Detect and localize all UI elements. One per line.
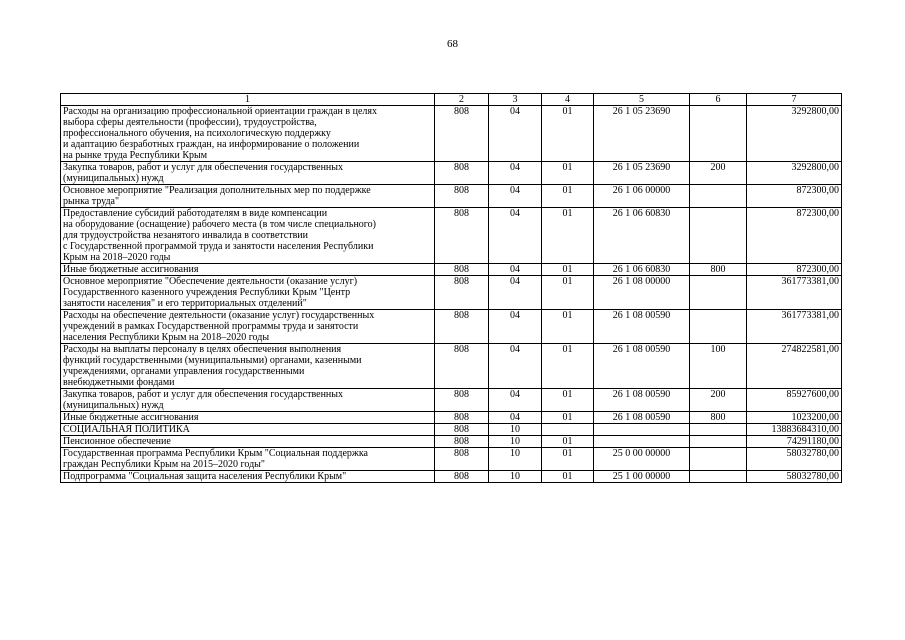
section-code: 04 [489,389,542,412]
target-article-code: 26 1 06 00000 [594,185,690,208]
department-code: 808 [435,162,489,185]
table-row [61,106,842,162]
row-description: Иные бюджетные ассигнования [61,264,435,276]
amount-value: 74291180,00 [747,436,842,448]
expense-type-code [690,185,747,208]
expense-type-code: 100 [690,344,747,389]
amount-value: 361773381,00 [747,276,842,310]
department-code: 808 [435,424,489,436]
subsection-code: 01 [542,344,594,389]
table-row [61,436,842,448]
subsection-code: 01 [542,264,594,276]
row-description: СОЦИАЛЬНАЯ ПОЛИТИКА [61,424,435,436]
expense-type-code [690,310,747,344]
row-description: Основное мероприятие "Реализация дополнительных мер по поддержке рынка труда" [61,185,435,208]
target-article-code: 26 1 08 00590 [594,412,690,424]
section-code: 04 [489,412,542,424]
table-row [61,471,842,483]
section-code: 10 [489,471,542,483]
row-description: Подпрограмма "Социальная защита населения Республики Крым" [61,471,435,483]
target-article-code: 26 1 08 00000 [594,276,690,310]
amount-value: 58032780,00 [747,471,842,483]
row-description: Государственная программа Республики Крым "Социальная поддержка граждан Республики Крым на 2015–2020 годы" [61,448,435,471]
subsection-code: 01 [542,106,594,162]
department-code: 808 [435,344,489,389]
target-article-code: 26 1 05 23690 [594,162,690,185]
subsection-code: 01 [542,471,594,483]
row-description: Пенсионное обеспечение [61,436,435,448]
row-description: Закупка товаров, работ и услуг для обеспечения государственных (муниципальных) нужд [61,389,435,412]
subsection-code: 01 [542,208,594,264]
amount-value: 872300,00 [747,185,842,208]
section-code: 10 [489,424,542,436]
expense-type-code [690,106,747,162]
amount-value: 85927600,00 [747,389,842,412]
target-article-code: 26 1 08 00590 [594,344,690,389]
section-code: 04 [489,106,542,162]
column-header: 1 [61,94,435,106]
target-article-code [594,436,690,448]
section-code: 10 [489,436,542,448]
row-description: Основное мероприятие "Обеспечение деятельности (оказание услуг) Государственного казенного учреждения Республики Крым "Центр занятости населения" и его территориальных отделений" [61,276,435,310]
table-row [61,389,842,412]
section-code: 04 [489,264,542,276]
table-body [61,106,842,483]
column-header: 5 [594,94,690,106]
row-description: Расходы на обеспечение деятельности (оказание услуг) государственных учреждений в рамках Государственной программы труда и занятости населения Республики Крым на 2018–2020 годы [61,310,435,344]
amount-value: 361773381,00 [747,310,842,344]
department-code: 808 [435,389,489,412]
expense-type-code [690,424,747,436]
amount-value: 13883684310,00 [747,424,842,436]
column-header: 3 [489,94,542,106]
subsection-code: 01 [542,389,594,412]
target-article-code: 26 1 06 60830 [594,208,690,264]
table-row [61,424,842,436]
section-code: 10 [489,448,542,471]
row-description: Расходы на организацию профессиональной ориентации граждан в целях выбора сферы деятельности (профессии), трудоустройства, профессионального обучения, на психологическую поддержку и адаптацию безработных граждан, на информирование о положении на рынке труда Республики Крым [61,106,435,162]
section-code: 04 [489,310,542,344]
target-article-code: 26 1 08 00590 [594,310,690,344]
department-code: 808 [435,310,489,344]
department-code: 808 [435,412,489,424]
target-article-code: 25 0 00 00000 [594,448,690,471]
department-code: 808 [435,436,489,448]
subsection-code: 01 [542,448,594,471]
section-code: 04 [489,185,542,208]
table-row [61,208,842,264]
amount-value: 1023200,00 [747,412,842,424]
subsection-code [542,424,594,436]
subsection-code: 01 [542,310,594,344]
expense-type-code: 200 [690,162,747,185]
row-description: Предоставление субсидий работодателям в виде компенсации на оборудование (оснащение) рабочего места (в том числе специального) для трудоустройства незанятого инвалида в соответствии с Государственной программой труда и занятости населения Республики Крым на 2018–2020 годы [61,208,435,264]
amount-value: 58032780,00 [747,448,842,471]
expense-type-code [690,448,747,471]
section-code: 04 [489,162,542,185]
table-header-row [61,94,842,106]
subsection-code: 01 [542,412,594,424]
section-code: 04 [489,344,542,389]
table-row [61,412,842,424]
target-article-code: 26 1 05 23690 [594,106,690,162]
expense-type-code: 800 [690,264,747,276]
section-code: 04 [489,208,542,264]
department-code: 808 [435,264,489,276]
amount-value: 3292800,00 [747,162,842,185]
row-description: Расходы на выплаты персоналу в целях обеспечения выполнения функций государственными (муниципальными) органами, казенными учреждениями, органами управления государственными внебюджетными фондами [61,344,435,389]
table-row [61,162,842,185]
expense-type-code [690,471,747,483]
expense-type-code [690,208,747,264]
amount-value: 872300,00 [747,264,842,276]
amount-value: 872300,00 [747,208,842,264]
target-article-code [594,424,690,436]
column-header: 6 [690,94,747,106]
table-row [61,264,842,276]
expense-type-code: 200 [690,389,747,412]
department-code: 808 [435,185,489,208]
amount-value: 274822581,00 [747,344,842,389]
row-description: Закупка товаров, работ и услуг для обеспечения государственных (муниципальных) нужд [61,162,435,185]
expense-type-code [690,436,747,448]
column-header: 2 [435,94,489,106]
column-header: 4 [542,94,594,106]
subsection-code: 01 [542,276,594,310]
table-row [61,344,842,389]
amount-value: 3292800,00 [747,106,842,162]
subsection-code: 01 [542,436,594,448]
column-header: 7 [747,94,842,106]
target-article-code: 25 1 00 00000 [594,471,690,483]
section-code: 04 [489,276,542,310]
subsection-code: 01 [542,162,594,185]
subsection-code: 01 [542,185,594,208]
row-description: Иные бюджетные ассигнования [61,412,435,424]
department-code: 808 [435,471,489,483]
target-article-code: 26 1 06 60830 [594,264,690,276]
budget-table [60,93,842,483]
expense-type-code: 800 [690,412,747,424]
target-article-code: 26 1 08 00590 [594,389,690,412]
table-row [61,448,842,471]
department-code: 808 [435,276,489,310]
table-row [61,276,842,310]
page-number: 68 [447,38,458,50]
department-code: 808 [435,208,489,264]
expense-type-code [690,276,747,310]
department-code: 808 [435,448,489,471]
table-row [61,310,842,344]
department-code: 808 [435,106,489,162]
table-row [61,185,842,208]
